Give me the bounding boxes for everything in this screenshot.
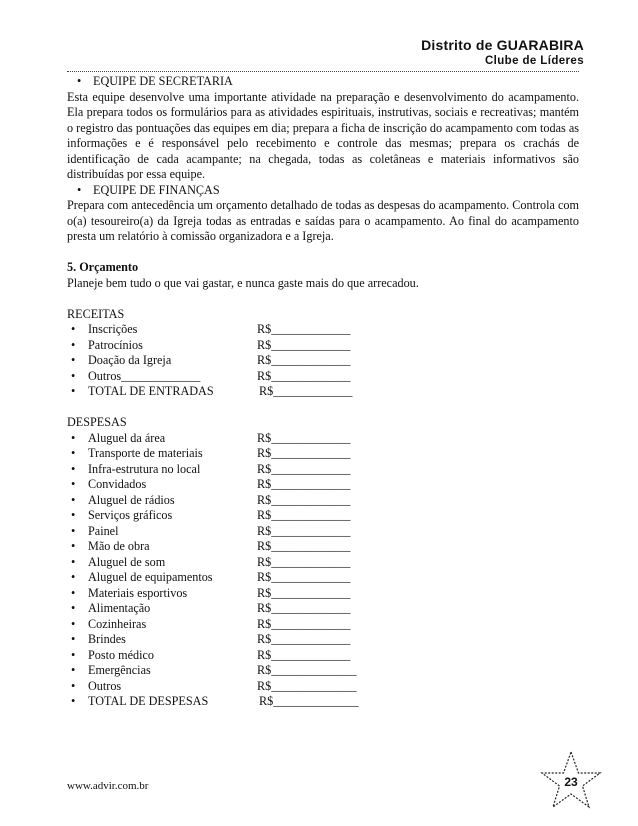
list-item bbox=[67, 338, 579, 354]
list-item bbox=[67, 493, 579, 509]
item-label: • Aluguel de equipamentos bbox=[88, 570, 213, 584]
list-item bbox=[67, 632, 579, 648]
list-item bbox=[67, 508, 579, 524]
amount-field: R$_____________ bbox=[257, 322, 351, 336]
item-label: • Inscrições bbox=[88, 322, 138, 336]
list-item bbox=[67, 431, 579, 447]
footer-website: www.advir.com.br bbox=[67, 780, 149, 792]
item-label: • Aluguel de rádios bbox=[88, 492, 175, 507]
amount-field: R$______________ bbox=[257, 663, 357, 677]
item-label: • Aluguel de som bbox=[88, 554, 166, 569]
orcamento-intro: Planeje bem tudo o que vai gastar, e nunca gaste mais do que arrecadou. bbox=[67, 275, 419, 290]
header-title: Distrito de GUARABIRA bbox=[421, 37, 584, 53]
amount-field: R$_____________ bbox=[257, 523, 351, 538]
list-item bbox=[67, 539, 579, 555]
list-item bbox=[67, 369, 579, 385]
list-item bbox=[67, 617, 579, 633]
item-label: • Painel bbox=[88, 523, 119, 538]
amount-field: R$______________ bbox=[259, 694, 359, 708]
list-item bbox=[67, 322, 579, 338]
secretaria-heading: • EQUIPE DE SECRETARIA bbox=[67, 74, 579, 90]
item-label: • Cozinheiras bbox=[88, 616, 147, 631]
list-item bbox=[67, 601, 579, 617]
despesas-heading: DESPESAS bbox=[67, 415, 127, 429]
amount-field: R$_____________ bbox=[257, 616, 351, 631]
amount-field: R$_____________ bbox=[257, 477, 351, 491]
receitas-list bbox=[67, 322, 579, 400]
item-label: • Mão de obra bbox=[88, 539, 150, 553]
list-item bbox=[67, 462, 579, 478]
list-item bbox=[67, 477, 579, 493]
list-item bbox=[67, 648, 579, 664]
amount-field: R$_____________ bbox=[257, 647, 351, 662]
total-row bbox=[67, 694, 579, 710]
item-label: • Brindes bbox=[88, 632, 126, 646]
list-item bbox=[67, 446, 579, 462]
list-item bbox=[67, 524, 579, 540]
amount-field: R$_____________ bbox=[257, 508, 351, 522]
amount-field: R$_____________ bbox=[257, 539, 351, 553]
amount-field: R$_____________ bbox=[257, 632, 351, 646]
item-label: • Serviços gráficos bbox=[88, 508, 173, 522]
item-label: • Doação da Igreja bbox=[88, 353, 172, 367]
item-label: • Patrocínios bbox=[88, 337, 143, 352]
financas-paragraph: Prepara com antecedência um orçamento detalhado de todas as despesas do acampamento. Controla com o(a) tesoureiro(a) da Igreja todas as entradas e saídas para o acampamento. Ao final do acampamento presta um relatório à comissão organizadora e a Igreja. bbox=[67, 198, 579, 243]
amount-field: R$_____________ bbox=[257, 461, 351, 476]
page-number: 23 bbox=[564, 775, 578, 789]
list-item bbox=[67, 555, 579, 571]
amount-field: R$_____________ bbox=[257, 570, 351, 584]
amount-field: R$_____________ bbox=[259, 384, 353, 398]
secretaria-paragraph: Esta equipe desenvolve uma importante atividade na preparação e desenvolvimento do acampamento. Ela prepara todos os formulários para as atividades espirituais, instrutivas, sociais e recreativas; mantém o registro das pontuações das equipes em dia; prepara a ficha de inscrição do acampamento com todas as informações e é responsável pelo recebimento e controle das mesmas; prepara os crachás de identificação de cada acampante; na chegada, todas as coletâneas e materiais informativos são distribuídas por essa equipe. bbox=[67, 89, 579, 181]
despesas-list bbox=[67, 431, 579, 710]
total-row bbox=[67, 384, 579, 400]
item-label: • Aluguel da área bbox=[88, 430, 166, 445]
receitas-heading: RECEITAS bbox=[67, 306, 125, 321]
header-subtitle: Clube de Líderes bbox=[484, 55, 584, 67]
orcamento-heading: 5. Orçamento bbox=[67, 260, 139, 274]
amount-field: R$_____________ bbox=[257, 554, 351, 569]
item-label: • Alimentação bbox=[88, 601, 151, 615]
item-label: • TOTAL DE ENTRADAS bbox=[88, 384, 214, 398]
financas-heading: • EQUIPE DE FINANÇAS bbox=[67, 183, 579, 199]
item-label: • Transporte de materiais bbox=[88, 446, 203, 460]
item-label: • Convidados bbox=[88, 477, 147, 491]
amount-field: R$_____________ bbox=[257, 601, 351, 615]
amount-field: R$_____________ bbox=[257, 430, 351, 445]
amount-field: R$_____________ bbox=[257, 585, 351, 600]
item-label: • Infra-estrutura no local bbox=[88, 461, 201, 476]
list-item bbox=[67, 663, 579, 679]
page-content bbox=[67, 74, 579, 710]
amount-field: R$_____________ bbox=[257, 353, 351, 367]
amount-field: R$_____________ bbox=[257, 337, 351, 352]
list-item bbox=[67, 570, 579, 586]
amount-field: R$_____________ bbox=[257, 368, 351, 383]
item-label: • Outros bbox=[88, 678, 122, 693]
amount-field: R$_____________ bbox=[257, 446, 351, 460]
item-label: • Outros_____________ bbox=[88, 368, 201, 383]
item-label: • Posto médico bbox=[88, 647, 155, 662]
list-item bbox=[67, 353, 579, 369]
item-label: • Materiais esportivos bbox=[88, 585, 188, 600]
amount-field: R$_____________ bbox=[257, 492, 351, 507]
amount-field: R$______________ bbox=[257, 678, 357, 693]
item-label: • Emergências bbox=[88, 663, 151, 677]
item-label: • TOTAL DE DESPESAS bbox=[88, 694, 209, 708]
list-item bbox=[67, 679, 579, 695]
list-item bbox=[67, 586, 579, 602]
page-header bbox=[421, 37, 584, 68]
header-divider bbox=[67, 71, 579, 72]
